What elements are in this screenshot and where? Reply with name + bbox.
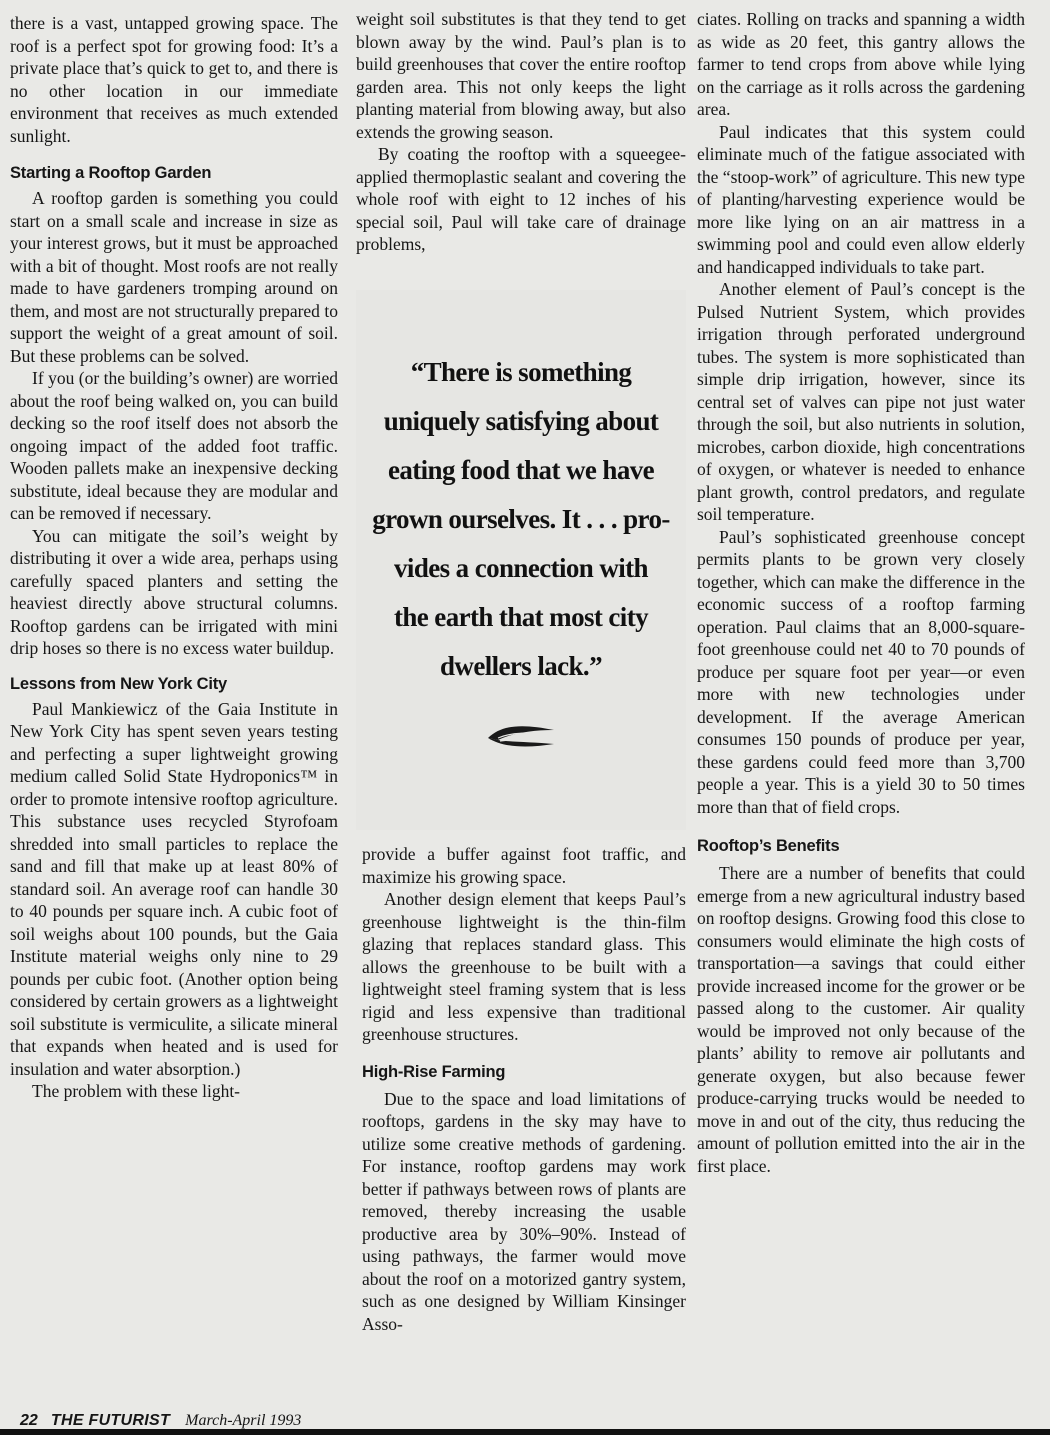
section-heading: Starting a Rooftop Garden [10,164,212,182]
paragraph: The problem with these light- [32,1081,241,1101]
section-heading: High-Rise Farming [362,1062,506,1081]
issue-date: March-April 1993 [185,1412,302,1429]
paragraph: You can mitigate the soil’s weight by distributing it over a wide area, perhaps using carefully spaced planters and setting the heaviest directly above structural columns. Rooftop gardens can be irrigated with mini drip hoses so there is no excess water buildup. [10,525,338,658]
pull-quote-box [356,290,686,830]
pull-quote-line: grown ourselves. It . . . pro- [372,504,670,534]
flourish-ornament-icon [484,722,558,752]
paragraph: Another element of Paul’s concept is the Pulsed Nutrient System, which provides irrigation through perforated underground tubes. The system is more sophisticated than simple drip irrigation, however, since its central set of valves can pipe not just water through the soil, but also nutrients in solution, microbes, carbon dioxide, high concentrations of oxygen, or whatever is needed to enhance plant growth, control predators, and regulate soil temperature. [697,279,1025,524]
page-number: 22 [20,1412,38,1429]
paragraph: There are a number of benefits that could emerge from a new agricultural industry based on rooftop designs. Growing food this close to consumers would eliminate the high costs of transportation—a savings that could either provide increased income for the grower or be passed along to the customer. Air quality would be improved not only because of the plants’ ability to remove air pollutants and generate oxygen, but also because fewer produce-carrying trucks would be needed to move in and out of the city, thus reducing the amount of pollution emitted into the air in the first place. [697,863,1025,1176]
paragraph: Due to the space and load limitations of rooftops, gardens in the sky may have to utilize some creative methods of gardening. For instance, rooftop gardens may work better if pathways between rows of plants are removed, thereby increasing the usable productive area by 30%–90%. Instead of using pathways, the farmer would move about the roof on a motorized gantry system, such as one designed by William Kinsinger Asso- [362,1088,686,1334]
pull-quote-line: uniquely satisfying about [383,406,659,436]
page-footer [20,1410,301,1430]
paragraph: A rooftop garden is something you could start on a small scale and increase in size as your interest grows, but it must be approached with a bit of thought. Most roofs are not really made to have gardeners tromping around on them, and most are not structurally prepared to support the weight of a great amount of soil. But these problems can be solved. [10,188,338,366]
paragraph: there is a vast, untapped growing space. The roof is a perfect spot for growing food: It’s a private place that’s quick to get to, and there is no other location in our immediate environment that receives as much extended sunlight. [10,13,338,146]
pull-quote-line: vides a connection with [394,553,648,583]
column-2-bottom [362,843,686,1335]
paragraph: Another design element that keeps Paul’s greenhouse lightweight is the thin-film glazing that replaces standard glass. This allows the greenhouse to be built with a lightweight steel framing system that is less rigid and less expensive than traditional greenhouse structures. [362,889,686,1044]
paragraph: If you (or the building’s owner) are worried about the roof being walked on, you can build decking so the roof itself does not absorb the ongoing impact of the added foot traffic. Wooden pallets make an inexpensive decking substitute, ideal because they are modular and can be removed if necessary. [10,368,338,523]
pull-quote-line: “There is something [410,357,632,387]
paragraph: Paul indicates that this system could eliminate much of the fatigue associated with the “stoop-work” of agriculture. This new type of planting/harvesting experience would be more like lying on an air mattress in a swimming pool and could even allow elderly and handicapped individuals to take part. [697,121,1025,277]
pull-quote [364,348,678,691]
bottom-edge-bar [0,1429,1050,1435]
section-heading: Rooftop’s Benefits [697,837,840,855]
column-2-top [356,8,686,256]
paragraph: provide a buffer against foot traffic, and maximize his growing space. [362,844,686,887]
pull-quote-line: dwellers lack.” [440,651,602,681]
paragraph: By coating the rooftop with a squeegee-applied thermoplastic sealant and covering the whole roof with eight to 12 inches of his special soil, Paul will take care of drainage problems, [356,144,686,254]
column-3 [697,8,1025,1177]
paragraph: ciates. Rolling on tracks and spanning a width as wide as 20 feet, this gantry allows the farmer to tend crops from above while lying on the carriage as it rolls across the gardening area. [697,9,1025,119]
paragraph: Paul’s sophisticated greenhouse concept permits plants to be grown very closely together, which can make the difference in the economic success of a rooftop farming operation. Paul claims that an 8,000-square-foot greenhouse could net 40 to 70 pounds of produce per square foot per year—or even more with new technologies under development. If the average American consumes 150 pounds of produce per year, these gardens could feed more than 3,700 people a year. This is a yield 30 to 50 times more than that of field crops. [697,526,1025,817]
pull-quote-line: eating food that we have [387,455,655,485]
pull-quote-line: the earth that most city [393,602,649,632]
paragraph: Paul Mankiewicz of the Gaia Institute in New York City has spent seven years testing and perfecting a super lightweight growing medium called Solid State Hydroponics™ in order to promote intensive rooftop agriculture. This substance uses recycled Styrofoam shredded into small particles to replace the sand and fill that make up at least 80% of standard soil. An average roof can handle 30 to 40 pounds per square inch. A cubic foot of soil weighs about 100 pounds, but the Gaia Institute material weighs only nine to 29 pounds per cubic foot. (Another option being considered by certain growers as a lightweight soil substitute is vermiculite, a silicate mineral that expands when heated and is used for insulation and water absorption.) [10,698,338,1079]
section-heading: Lessons from New York City [10,674,228,693]
magazine-name: THE FUTURIST [50,1412,171,1429]
column-1 [10,0,338,1103]
paragraph: weight soil substitutes is that they tend to get blown away by the wind. Paul’s plan is to build greenhouses that cover the entire rooftop garden area. This not only keeps the light planting material from blowing away, but also extends the growing season. [356,9,686,142]
